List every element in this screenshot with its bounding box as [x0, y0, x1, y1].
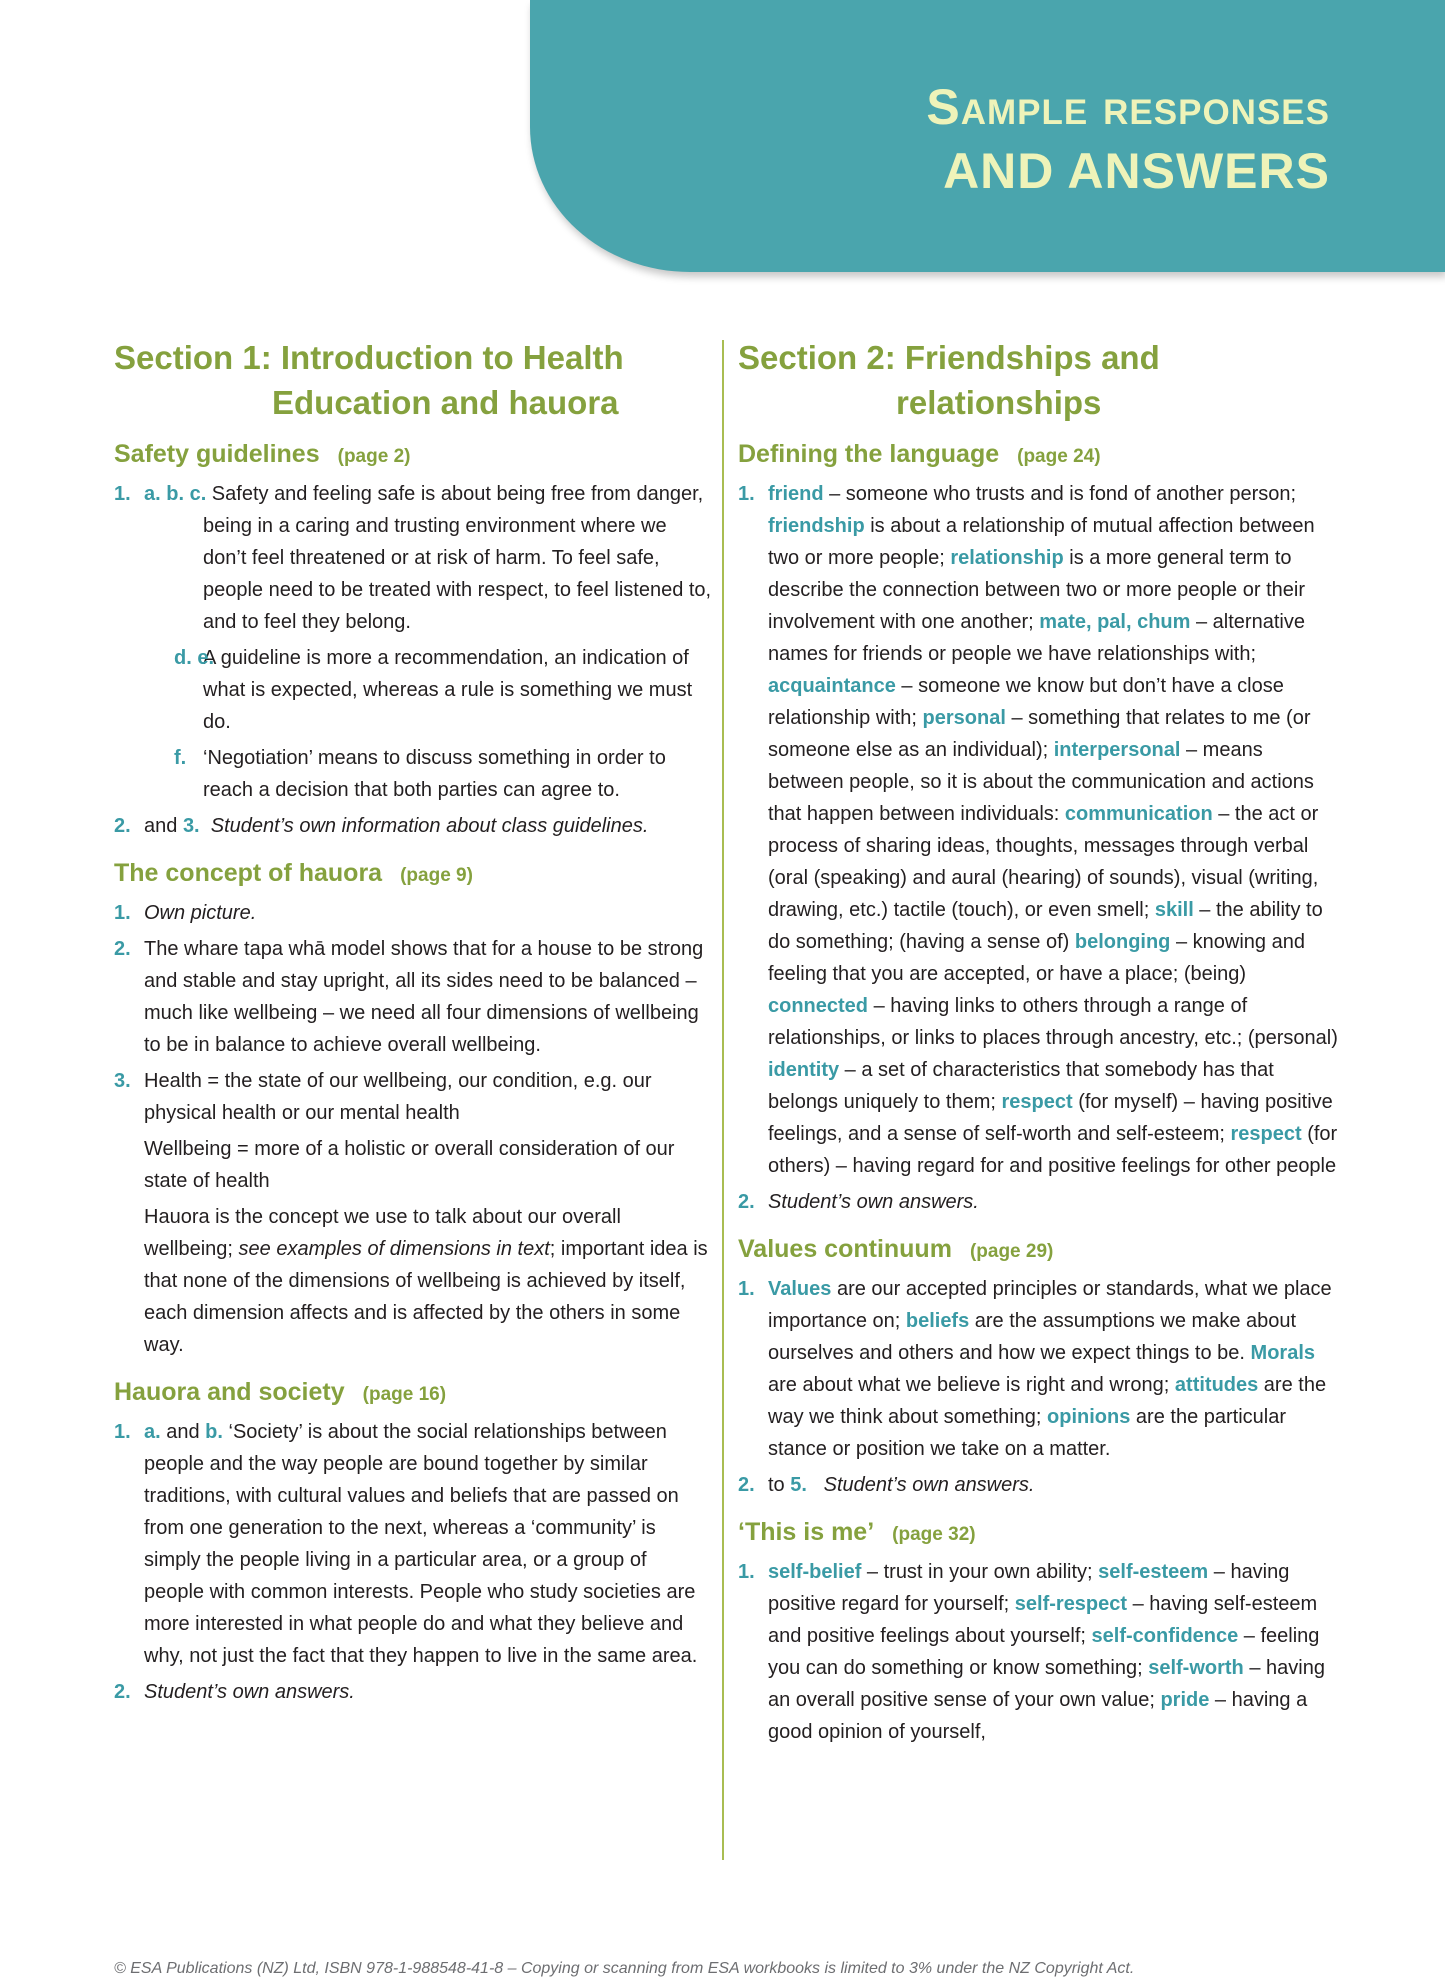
list-item: 2. The whare tapa whā model shows that for a house to be strong and stable and stay upright, all its sides need to be balanced – much like wellbeing – we need all four dimensions of wellbeing to be in balance to achieve overall wellbeing. [114, 938, 704, 1056]
concept-heading-text: The concept of hauora [114, 859, 383, 887]
section1-title-line1: Section 1: Introduction to Health [114, 339, 624, 376]
safety-page-ref: (page 2) [337, 446, 411, 467]
section2-title-line2: relationships [896, 384, 1102, 421]
list-item: 2. Student’s own answers. [114, 1681, 355, 1703]
section2-column [738, 335, 1338, 1752]
defining-heading-text: Defining the language [738, 440, 1000, 468]
values-heading-text: Values continuum [738, 1235, 952, 1263]
values-page-ref: (page 29) [969, 1241, 1054, 1262]
banner-title-line1: Sample responses [926, 79, 1330, 135]
thisisme-page-ref: (page 32) [892, 1524, 976, 1545]
safety-guidelines-heading [114, 437, 712, 474]
concept-of-hauora-heading [114, 856, 712, 893]
copyright-footer: © ESA Publications (NZ) Ltd, ISBN 978-1-988548-41-8 – Copying or scanning from ESA workbooks is limited to 3% under the NZ Copyright Act. [114, 1960, 1135, 1977]
section1-column [114, 335, 712, 1712]
title-banner [530, 0, 1445, 272]
list-item: 1. Values are our accepted principles or standards, what we place importance on; beliefs are the assumptions we make about ourselves and others and how we expect things to be. Morals are about what we believe is right and wrong; attitudes are the way we think about something; opinions are the particular stance or position we take on a matter. [738, 1278, 1332, 1460]
defining-page-ref: (page 24) [1017, 446, 1101, 467]
list-item: 2. to 5. Student’s own answers. [738, 1474, 1035, 1496]
list-item: 1. a. and b. ‘Society’ is about the social relationships between people and the way people are bound together by similar traditions, with cultural values and beliefs that are passed on from one generation to the next, whereas a ‘community’ is simply the people living in a particular area, or a group of people with common interests. People who study societies are more interested in what people do and what they believe and why, not just the fact that they happen to live in the same area. [114, 1421, 698, 1667]
list-item: 2. and 3. Student’s own information about class guidelines. [114, 815, 649, 837]
society-page-ref: (page 16) [362, 1384, 447, 1405]
list-item: 2. Student’s own answers. [738, 1191, 979, 1213]
list-item: 1. a. b. c. Safety and feeling safe is about being free from danger, being in a caring and trusting environment where we don’t feel threatened or at risk of harm. To feel safe, people need to be treated with respect, to feel listened to, and to feel they belong. d. e. A guideline is more a recommendation, an indication of what is expected, whereas a rule is something we must do. f. ‘Negotiation’ means to discuss something in order to reach a decision that both parties can agree to. [114, 483, 712, 801]
this-is-me-heading [738, 1515, 1338, 1552]
hauora-and-society-heading [114, 1375, 712, 1412]
safety-heading-text: Safety guidelines [114, 440, 320, 468]
defining-language-heading [738, 437, 1338, 474]
section1-title-line2: Education and hauora [272, 384, 619, 421]
section2-title [738, 335, 1338, 425]
list-item: 1. Own picture. [114, 902, 257, 924]
thisisme-heading-text: ‘This is me’ [738, 1518, 875, 1546]
society-heading-text: Hauora and society [114, 1378, 345, 1406]
concept-page-ref: (page 9) [400, 865, 473, 886]
section2-title-line1: Section 2: Friendships and [738, 339, 1160, 376]
list-item: 3. Health = the state of our wellbeing, our condition, e.g. our physical health or our mental health Wellbeing = more of a holistic or overall consideration of our state of health Hauora is the concept we use to talk about our overall wellbeing; see examples of dimensions in text; important idea is that none of the dimensions of wellbeing is achieved by itself, each dimension affects and is affected by the others in some way. [114, 1070, 708, 1356]
section1-title [114, 335, 712, 425]
banner-title-line2: AND ANSWERS [943, 143, 1330, 199]
column-divider [722, 340, 724, 1860]
list-item: 1. friend – someone who trusts and is fond of another person; friendship is about a relationship of mutual affection between two or more people; relationship is a more general term to describe the connection between two or more people or their involvement with one another; mate, pal, chum – alternative names for friends or people we have relationships with; acquaintance – someone we know but don’t have a close relationship with; personal – something that relates to me (or someone else as an individual); interpersonal – means between people, so it is about the communication and actions that happen between individuals: communication – the act or process of sharing ideas, thoughts, messages through verbal (oral (speaking) and aural (hearing) of sounds), visual (writing, drawing, etc.) tactile (touch), or even smell; skill – the ability to do something; (having a sense of) belonging – knowing and feeling that you are accepted, or have a place; (being) connected – having links to others through a range of relationships, or links to places through ancestry, etc.; (personal) identity – a set of characteristics that somebody has that belongs uniquely to them; respect (for myself) – having positive feelings, and a sense of self-worth and self-esteem; respect (for others) – having regard for and positive feelings for other people [738, 483, 1338, 1177]
values-continuum-heading [738, 1232, 1338, 1269]
list-item: 1. self-belief – trust in your own ability; self-esteem – having positive regard for yourself; self-respect – having self-esteem and positive feelings about yourself; self-confidence – feeling you can do something or know something; self-worth – having an overall positive sense of your own value; pride – having a good opinion of yourself, [738, 1561, 1325, 1743]
